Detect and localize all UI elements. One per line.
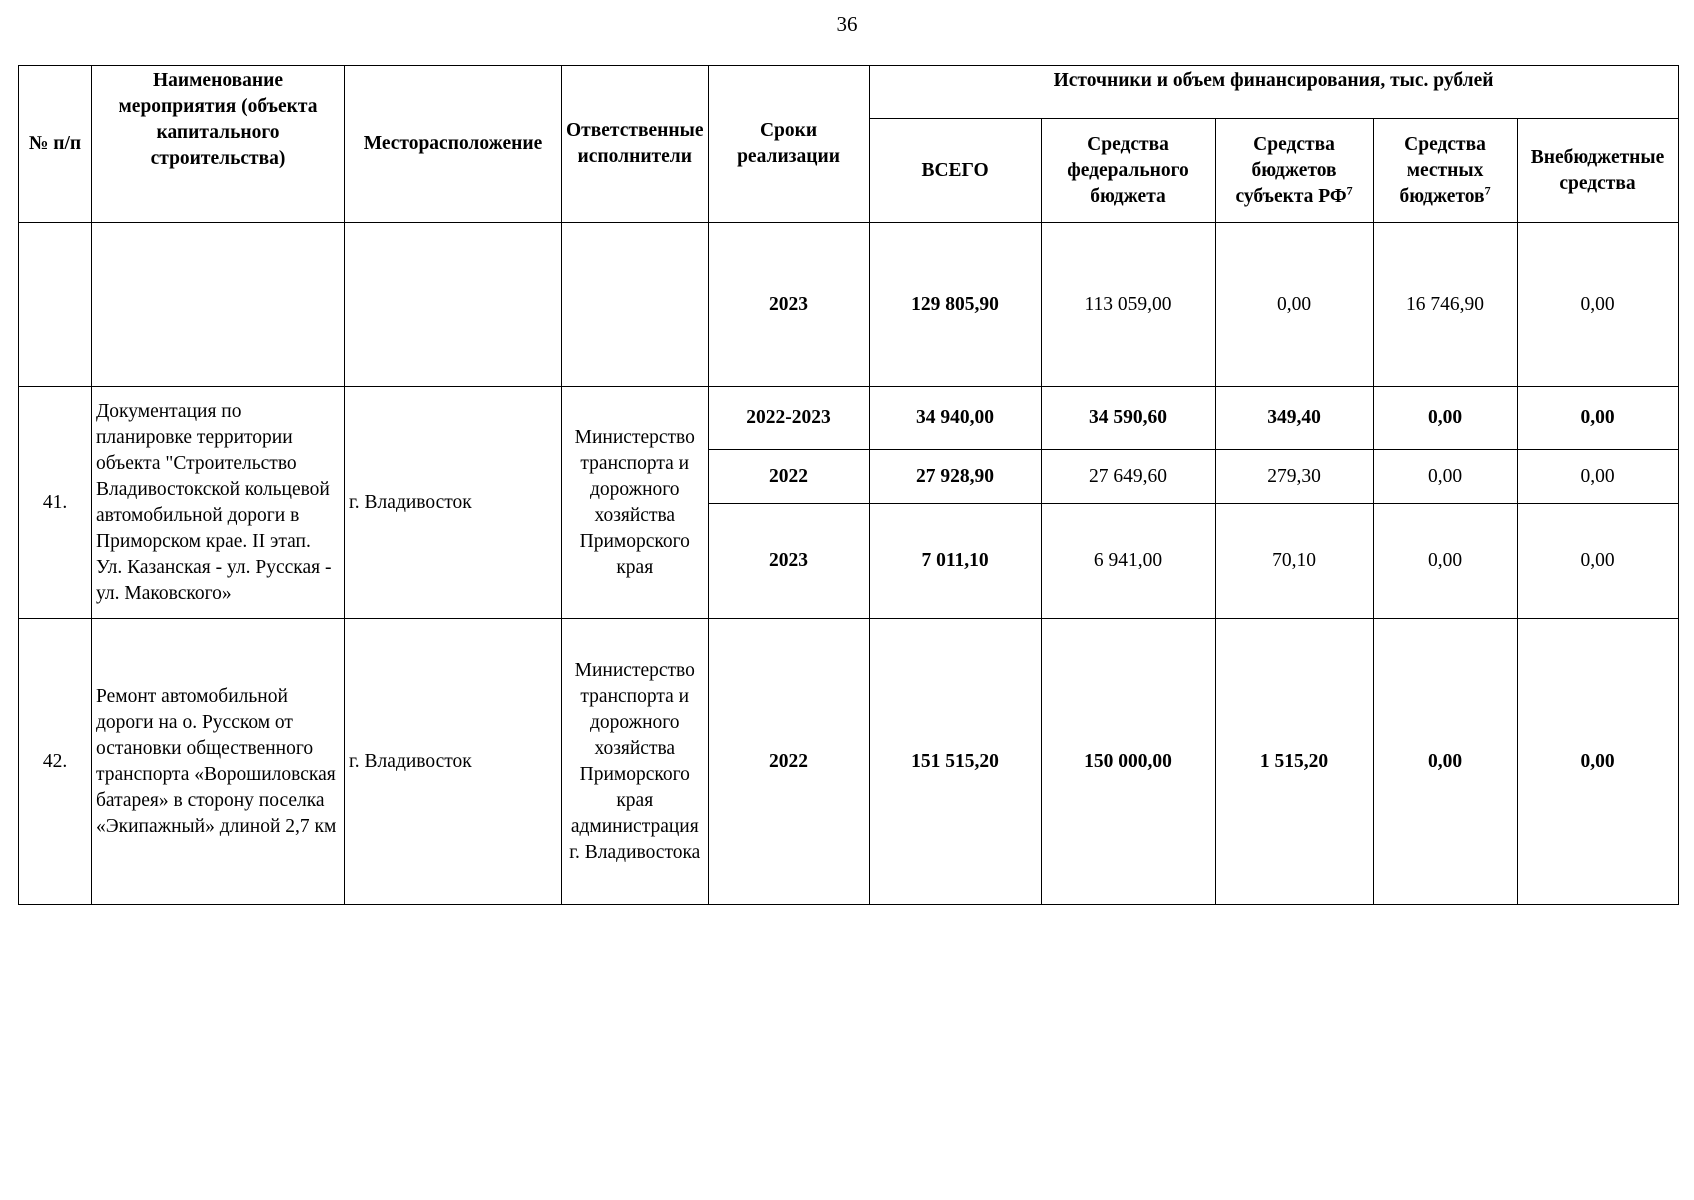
- header-responsible: Ответственные исполнители: [562, 66, 709, 223]
- cell-name: Документация по планировке территории объекта "Строительство Владивостокской кольцевой автомобильной дороги в Приморском крае. II этап. Ул. Казанская - ул. Русская - ул. Маковского»: [92, 387, 345, 619]
- cell-federal: 113 059,00: [1041, 223, 1215, 387]
- cell-federal: 27 649,60: [1041, 450, 1215, 504]
- cell-year: 2022-2023: [708, 387, 869, 450]
- header-extra: Внебюджетные средства: [1517, 119, 1678, 223]
- header-terms: Сроки реализации: [708, 66, 869, 223]
- header-subject: [1215, 119, 1373, 223]
- cell-total: 151 515,20: [869, 619, 1041, 905]
- cell-federal: 34 590,60: [1041, 387, 1215, 450]
- cell-federal: 6 941,00: [1041, 504, 1215, 619]
- cell-name: Ремонт автомобильной дороги на о. Русском от остановки общественного транспорта «Ворошиловская батарея» в сторону поселка «Экипажный» длиной 2,7 км: [92, 619, 345, 905]
- footnote-mark: 7: [1484, 183, 1491, 197]
- table-row: [19, 387, 1679, 450]
- cell-subject: 349,40: [1215, 387, 1373, 450]
- cell-total: 27 928,90: [869, 450, 1041, 504]
- cell-local: 0,00: [1373, 450, 1517, 504]
- table-row: [19, 223, 1679, 387]
- cell-subject: 0,00: [1215, 223, 1373, 387]
- header-total: ВСЕГО: [869, 119, 1041, 223]
- cell-responsible: Министерство транспорта и дорожного хозяйства Приморского края администрация г. Владивостока: [562, 619, 709, 905]
- table-row: [19, 619, 1679, 905]
- cell-year: 2023: [708, 504, 869, 619]
- cell-total: 34 940,00: [869, 387, 1041, 450]
- cell-local: 16 746,90: [1373, 223, 1517, 387]
- page-number: 36: [836, 12, 858, 36]
- financing-table: [18, 65, 1679, 905]
- cell-num: 42.: [19, 619, 92, 905]
- cell-local: 0,00: [1373, 619, 1517, 905]
- cell-location: г. Владивосток: [345, 619, 562, 905]
- cell-year: 2023: [708, 223, 869, 387]
- header-local: [1373, 119, 1517, 223]
- cell-subject: 279,30: [1215, 450, 1373, 504]
- cell-extra: 0,00: [1517, 450, 1678, 504]
- header-location: Месторасположение: [345, 66, 562, 223]
- cell-year: 2022: [708, 619, 869, 905]
- header-federal: Средства федерального бюджета: [1041, 119, 1215, 223]
- cell-total: 129 805,90: [869, 223, 1041, 387]
- header-num: № п/п: [19, 66, 92, 223]
- cell-local: 0,00: [1373, 387, 1517, 450]
- cell-total: 7 011,10: [869, 504, 1041, 619]
- cell-responsible: Министерство транспорта и дорожного хозяйства Приморского края: [562, 387, 709, 619]
- cell-local: 0,00: [1373, 504, 1517, 619]
- cell-year: 2022: [708, 450, 869, 504]
- cell-subject: 1 515,20: [1215, 619, 1373, 905]
- header-name: Наименование мероприятия (объекта капитального строительства): [92, 66, 345, 223]
- cell-extra: 0,00: [1517, 387, 1678, 450]
- cell-extra: 0,00: [1517, 619, 1678, 905]
- cell-federal: 150 000,00: [1041, 619, 1215, 905]
- cell-num: 41.: [19, 387, 92, 619]
- cell-extra: 0,00: [1517, 223, 1678, 387]
- cell-extra: 0,00: [1517, 504, 1678, 619]
- header-subject-label: Средства бюджетов субъекта РФ: [1235, 133, 1347, 207]
- header-local-label: Средства местных бюджетов: [1399, 133, 1486, 207]
- header-sources: Источники и объем финансирования, тыс. рублей: [869, 66, 1678, 119]
- cell-subject: 70,10: [1215, 504, 1373, 619]
- footnote-mark: 7: [1346, 183, 1353, 197]
- cell-location: г. Владивосток: [345, 387, 562, 619]
